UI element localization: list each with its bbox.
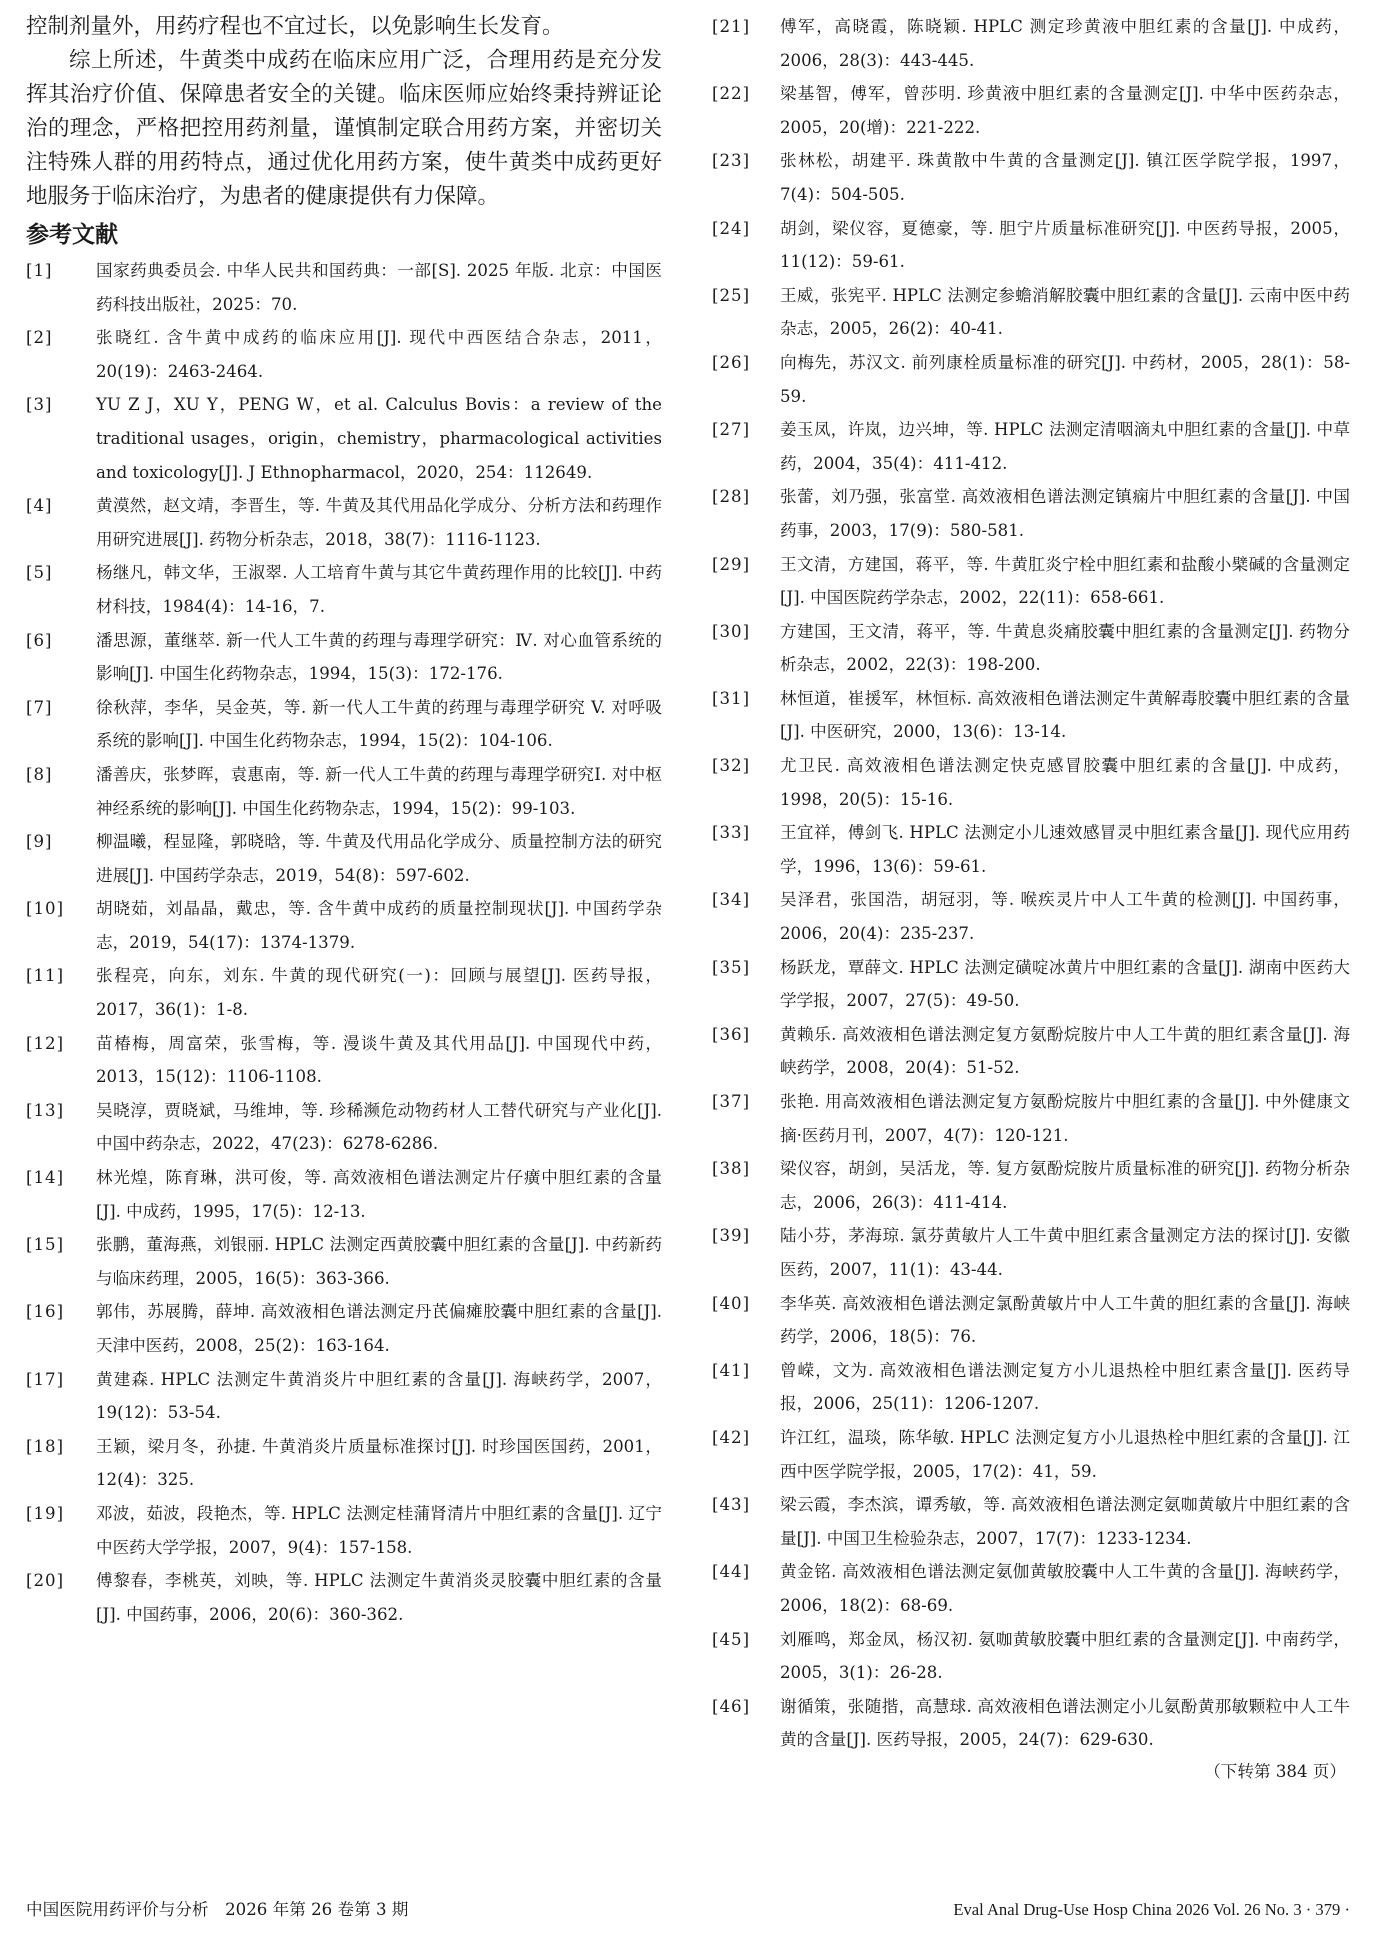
reference-number: [18] [26, 1436, 65, 1456]
reference-text: YU Z J，XU Y，PENG W，et al. Calculus Bovis：a review of the traditional usages，origin，chemistry，pharmacological activities and toxicology[J]. J Ethnopharmacol，2020，254：112649. [96, 395, 662, 482]
reference-item [26, 254, 662, 321]
reference-item [712, 1085, 1350, 1152]
reference-item [26, 1363, 662, 1430]
reference-number: [32] [712, 756, 751, 776]
reference-text: 谢循策，张随揩，高慧球. 高效液相色谱法测定小儿氨酚黄那敏颗粒中人工牛黄的含量[J]. 医药导报，2005，24(7)：629-630. [780, 1696, 1350, 1750]
reference-text: 张晓红. 含牛黄中成药的临床应用[J]. 现代中西医结合杂志，2011，20(19)：2463-2464. [96, 328, 662, 381]
reference-text: 胡晓茹，刘晶晶，戴忠，等. 含牛黄中成药的质量控制现状[J]. 中国药学杂志，2019，54(17)：1374-1379. [96, 899, 662, 952]
body-paragraph-1: 控制剂量外，用药疗程也不宜过长，以免影响生长发育。 [26, 14, 564, 39]
reference-item [26, 825, 662, 892]
reference-text: 傅军，高晓霞，陈晓颖. HPLC 测定珍黄液中胆红素的含量[J]. 中成药，2006，28(3)：443-445. [780, 17, 1350, 70]
reference-item [26, 959, 662, 1026]
right-column [712, 10, 1350, 1787]
reference-number: [26] [712, 352, 751, 372]
reference-text: 邓波，茹波，段艳杰，等. HPLC 法测定桂蒲肾清片中胆红素的含量[J]. 辽宁中医药大学学报，2007，9(4)：157-158. [96, 1503, 662, 1557]
reference-text: 李华英. 高效液相色谱法测定氯酚黄敏片中人工牛黄的胆红素的含量[J]. 海峡药学，2006，18(5)：76. [780, 1293, 1350, 1347]
reference-item [712, 212, 1350, 279]
reference-number: [24] [712, 218, 751, 238]
reference-text: 王威，张宪平. HPLC 法测定参蟾消解胶囊中胆红素的含量[J]. 云南中医中药杂志，2005，26(2)：40-41. [780, 285, 1350, 339]
reference-number: [14] [26, 1168, 65, 1188]
journal-issue-footer: 中国医院用药评价与分析 2026 年第 26 卷第 3 期 [26, 1900, 409, 1919]
reference-number: [13] [26, 1100, 65, 1120]
reference-item [712, 749, 1350, 816]
reference-number: [11] [26, 966, 65, 986]
references-heading: 参考文献 [26, 222, 118, 248]
reference-number: [37] [712, 1092, 751, 1111]
reference-number: [43] [712, 1495, 751, 1515]
reference-number: [21] [712, 17, 751, 36]
reference-text: 梁基智，傅军，曾莎明. 珍黄液中胆红素的含量测定[J]. 中华中医药杂志，2005，20(增)：221-222. [780, 84, 1350, 137]
reference-text: 刘雁鸣，郑金凤，杨汉初. 氨咖黄敏胶囊中胆红素的含量测定[J]. 中南药学，2005，3(1)：26-28. [780, 1629, 1350, 1683]
continued-note: （下转第 384 页） [1204, 1761, 1346, 1781]
reference-text: 黄建森. HPLC 法测定牛黄消炎片中胆红素的含量[J]. 海峡药学，2007，19(12)：53-54. [96, 1369, 662, 1423]
reference-number: [46] [712, 1696, 751, 1716]
reference-item [712, 480, 1350, 547]
reference-item [712, 1152, 1350, 1219]
reference-text: 曾嵘，文为. 高效液相色谱法测定复方小儿退热栓中胆红素含量[J]. 医药导报，2006，25(11)：1206-1207. [780, 1360, 1350, 1414]
reference-item [712, 1555, 1350, 1622]
reference-text: 潘善庆，张梦晖，袁惠南，等. 新一代人工牛黄的药理与毒理学研究Ⅰ. 对中枢神经系统的影响[J]. 中国生化药物杂志，1994，15(2)：99-103. [96, 764, 662, 818]
reference-item [712, 682, 1350, 749]
reference-number: [2] [26, 328, 53, 348]
reference-number: [34] [712, 890, 751, 910]
reference-item [26, 1564, 662, 1631]
reference-item [712, 1018, 1350, 1085]
reference-list-right [712, 10, 1350, 1757]
reference-item [26, 691, 662, 758]
reference-item [26, 556, 662, 623]
reference-item [712, 1354, 1350, 1421]
reference-item [712, 548, 1350, 615]
reference-number: [17] [26, 1369, 65, 1389]
reference-number: [8] [26, 764, 53, 784]
reference-text: 胡剑，梁仪容，夏德豪，等. 胆宁片质量标准研究[J]. 中医药导报，2005，11(12)：59-61. [780, 218, 1350, 272]
reference-number: [35] [712, 957, 751, 977]
reference-item [712, 279, 1350, 346]
reference-text: 张鹏，董海燕，刘银丽. HPLC 法测定西黄胶囊中胆红素的含量[J]. 中药新药与临床药理，2005，16(5)：363-366. [96, 1235, 662, 1288]
reference-number: [45] [712, 1629, 751, 1649]
journal-page-footer: Eval Anal Drug-Use Hosp China 2026 Vol. 26 No. 3 · 379 · [953, 1900, 1350, 1919]
reference-item [712, 816, 1350, 883]
reference-item [26, 388, 662, 489]
reference-text: 张蕾，刘乃强，张富堂. 高效液相色谱法测定镇痫片中胆红素的含量[J]. 中国药事，2003，17(9)：580-581. [780, 487, 1350, 540]
reference-item [712, 144, 1350, 211]
reference-item [712, 1287, 1350, 1354]
reference-text: 郭伟，苏展腾，薛坤. 高效液相色谱法测定丹芪偏瘫胶囊中胆红素的含量[J]. 天津中医药，2008，25(2)：163-164. [96, 1302, 662, 1355]
reference-text: 柳温曦，程显隆，郭晓晗，等. 牛黄及代用品化学成分、质量控制方法的研究进展[J]. 中国药学杂志，2019，54(8)：597-602. [96, 832, 662, 885]
reference-text: 潘思源，董继萃. 新一代人工牛黄的药理与毒理学研究：Ⅳ. 对心血管系统的影响[J]. 中国生化药物杂志，1994，15(3)：172-176. [96, 630, 662, 684]
reference-text: 姜玉凤，许岚，边兴坤，等. HPLC 法测定清咽滴丸中胆红素的含量[J]. 中草药，2004，35(4)：411-412. [780, 420, 1350, 473]
reference-item [26, 489, 662, 556]
reference-item [26, 892, 662, 959]
reference-number: [15] [26, 1235, 65, 1255]
left-column [26, 10, 662, 1631]
reference-number: [16] [26, 1302, 65, 1322]
reference-item [712, 77, 1350, 144]
reference-text: 王文清，方建国，蒋平，等. 牛黄肛炎宁栓中胆红素和盐酸小檗碱的含量测定[J]. 中国医院药学杂志，2002，22(11)：658-661. [780, 554, 1350, 608]
reference-text: 吴晓淳，贾晓斌，马维坤，等. 珍稀濒危动物药材人工替代研究与产业化[J]. 中国中药杂志，2022，47(23)：6278-6286. [96, 1100, 662, 1154]
reference-item [26, 1228, 662, 1295]
reference-number: [20] [26, 1571, 65, 1591]
reference-item [712, 346, 1350, 413]
reference-number: [3] [26, 395, 53, 415]
reference-text: 尤卫民. 高效液相色谱法测定快克感冒胶囊中胆红素的含量[J]. 中成药，1998，20(5)：15-16. [780, 756, 1350, 809]
reference-item [712, 951, 1350, 1018]
reference-text: 陆小芬，茅海琼. 氯芬黄敏片人工牛黄中胆红素含量测定方法的探讨[J]. 安徽医药，2007，11(1)：43-44. [780, 1226, 1350, 1279]
reference-number: [6] [26, 630, 53, 650]
reference-number: [5] [26, 563, 53, 583]
reference-number: [25] [712, 285, 751, 305]
reference-text: 黄赖乐. 高效液相色谱法测定复方氨酚烷胺片中人工牛黄的胆红素含量[J]. 海峡药学，2008，20(4)：51-52. [780, 1024, 1350, 1078]
reference-number: [4] [26, 496, 53, 516]
reference-number: [33] [712, 823, 751, 843]
reference-text: 黄漠然，赵文靖，李晋生，等. 牛黄及其代用品化学成分、分析方法和药理作用研究进展[J]. 药物分析杂志，2018，38(7)：1116-1123. [96, 496, 662, 549]
reference-number: [23] [712, 151, 751, 171]
reference-number: [36] [712, 1024, 751, 1044]
reference-text: 王颖，梁月冬，孙捷. 牛黄消炎片质量标准探讨[J]. 时珍国医国药，2001，12(4)：325. [96, 1436, 662, 1490]
reference-text: 梁仪容，胡剑，吴活龙，等. 复方氨酚烷胺片质量标准的研究[J]. 药物分析杂志，2006，26(3)：411-414. [780, 1159, 1350, 1212]
reference-number: [7] [26, 697, 53, 717]
reference-text: 向梅先，苏汉文. 前列康栓质量标准的研究[J]. 中药材，2005，28(1)：58-59. [780, 352, 1350, 406]
reference-item [712, 615, 1350, 682]
reference-item [26, 1094, 662, 1161]
reference-item [26, 1497, 662, 1564]
reference-number: [12] [26, 1033, 65, 1053]
reference-item [712, 883, 1350, 950]
reference-text: 吴泽君，张国浩，胡冠羽，等. 喉疾灵片中人工牛黄的检测[J]. 中国药事，2006，20(4)：235-237. [780, 890, 1350, 944]
reference-text: 傅黎春，李桃英，刘映，等. HPLC 法测定牛黄消炎灵胶囊中胆红素的含量[J]. 中国药事，2006，20(6)：360-362. [96, 1571, 662, 1624]
reference-item [26, 1295, 662, 1362]
reference-item [26, 1430, 662, 1497]
reference-item [712, 1421, 1350, 1488]
reference-number: [30] [712, 621, 751, 641]
reference-number: [10] [26, 899, 65, 919]
reference-text: 杨继凡，韩文华，王淑翠. 人工培育牛黄与其它牛黄药理作用的比较[J]. 中药材科技，1984(4)：14-16，7. [96, 563, 662, 616]
reference-text: 黄金铭. 高效液相色谱法测定氨伽黄敏胶囊中人工牛黄的含量[J]. 海峡药学，2006，18(2)：68-69. [780, 1562, 1350, 1615]
reference-text: 徐秋萍，李华，吴金英，等. 新一代人工牛黄的药理与毒理学研究 V. 对呼吸系统的影响[J]. 中国生化药物杂志，1994，15(2)：104-106. [96, 697, 662, 751]
reference-text: 苗椿梅，周富荣，张雪梅，等. 漫谈牛黄及其代用品[J]. 中国现代中药，2013，15(12)：1106-1108. [96, 1033, 662, 1087]
reference-text: 杨跃龙，覃薛文. HPLC 法测定磺啶冰黄片中胆红素的含量[J]. 湖南中医药大学学报，2007，27(5)：49-50. [780, 957, 1350, 1011]
reference-list-left [26, 254, 662, 1631]
reference-text: 王宜祥，傅剑飞. HPLC 法测定小儿速效感冒灵中胆红素含量[J]. 现代应用药学，1996，13(6)：59-61. [780, 823, 1350, 876]
reference-item [712, 1219, 1350, 1286]
reference-number: [22] [712, 84, 751, 104]
reference-number: [40] [712, 1293, 751, 1313]
reference-item [26, 758, 662, 825]
reference-number: [38] [712, 1159, 751, 1179]
reference-number: [39] [712, 1226, 751, 1246]
reference-item [712, 1488, 1350, 1555]
reference-item [26, 1027, 662, 1094]
reference-text: 林光煌，陈育琳，洪可俊，等. 高效液相色谱法测定片仔癀中胆红素的含量[J]. 中成药，1995，17(5)：12-13. [96, 1168, 662, 1221]
reference-text: 张艳. 用高效液相色谱法测定复方氨酚烷胺片中胆红素的含量[J]. 中外健康文摘·医药月刊，2007，4(7)：120-121. [780, 1092, 1350, 1145]
reference-item [712, 1623, 1350, 1690]
reference-item [26, 624, 662, 691]
reference-number: [42] [712, 1427, 751, 1447]
reference-text: 梁云霞，李杰滨，谭秀敏，等. 高效液相色谱法测定氨咖黄敏片中胆红素的含量[J]. 中国卫生检验杂志，2007，17(7)：1233-1234. [780, 1495, 1350, 1548]
reference-text: 张林松，胡建平. 珠黄散中牛黄的含量测定[J]. 镇江医学院学报，1997，7(4)：504-505. [780, 151, 1350, 204]
reference-item [712, 10, 1350, 77]
reference-number: [29] [712, 554, 751, 574]
reference-item [26, 1161, 662, 1228]
reference-number: [44] [712, 1562, 751, 1582]
reference-item [712, 413, 1350, 480]
reference-number: [19] [26, 1503, 65, 1523]
reference-text: 林恒道，崔援军，林恒标. 高效液相色谱法测定牛黄解毒胶囊中胆红素的含量[J]. 中医研究，2000，13(6)：13-14. [780, 688, 1350, 742]
reference-item [712, 1690, 1350, 1757]
reference-number: [1] [26, 261, 53, 280]
reference-number: [28] [712, 487, 751, 507]
reference-number: [9] [26, 832, 53, 852]
reference-text: 方建国，王文清，蒋平，等. 牛黄息炎痛胶囊中胆红素的含量测定[J]. 药物分析杂志，2002，22(3)：198-200. [780, 621, 1350, 675]
reference-text: 国家药典委员会. 中华人民共和国药典：一部[S]. 2025 年版. 北京：中国医药科技出版社，2025：70. [96, 261, 662, 314]
body-paragraph-2: 综上所述，牛黄类中成药在临床应用广泛，合理用药是充分发挥其治疗价值、保障患者安全的关键。临床医师应始终秉持辨证论治的理念，严格把控用药剂量，谨慎制定联合用药方案，并密切关注特殊人群的用药特点，通过优化用药方案，使牛黄类中成药更好地服务于临床治疗，为患者的健康提供有力保障。 [26, 48, 662, 209]
reference-number: [41] [712, 1360, 751, 1380]
reference-text: 张程亮，向东，刘东. 牛黄的现代研究(一)：回顾与展望[J]. 医药导报，2017，36(1)：1-8. [96, 966, 662, 1020]
reference-number: [27] [712, 420, 751, 440]
reference-number: [31] [712, 688, 751, 708]
reference-text: 许江红，温琰，陈华敏. HPLC 法测定复方小儿退热栓中胆红素的含量[J]. 江西中医学院学报，2005，17(2)：41，59. [780, 1427, 1350, 1481]
reference-item [26, 321, 662, 388]
